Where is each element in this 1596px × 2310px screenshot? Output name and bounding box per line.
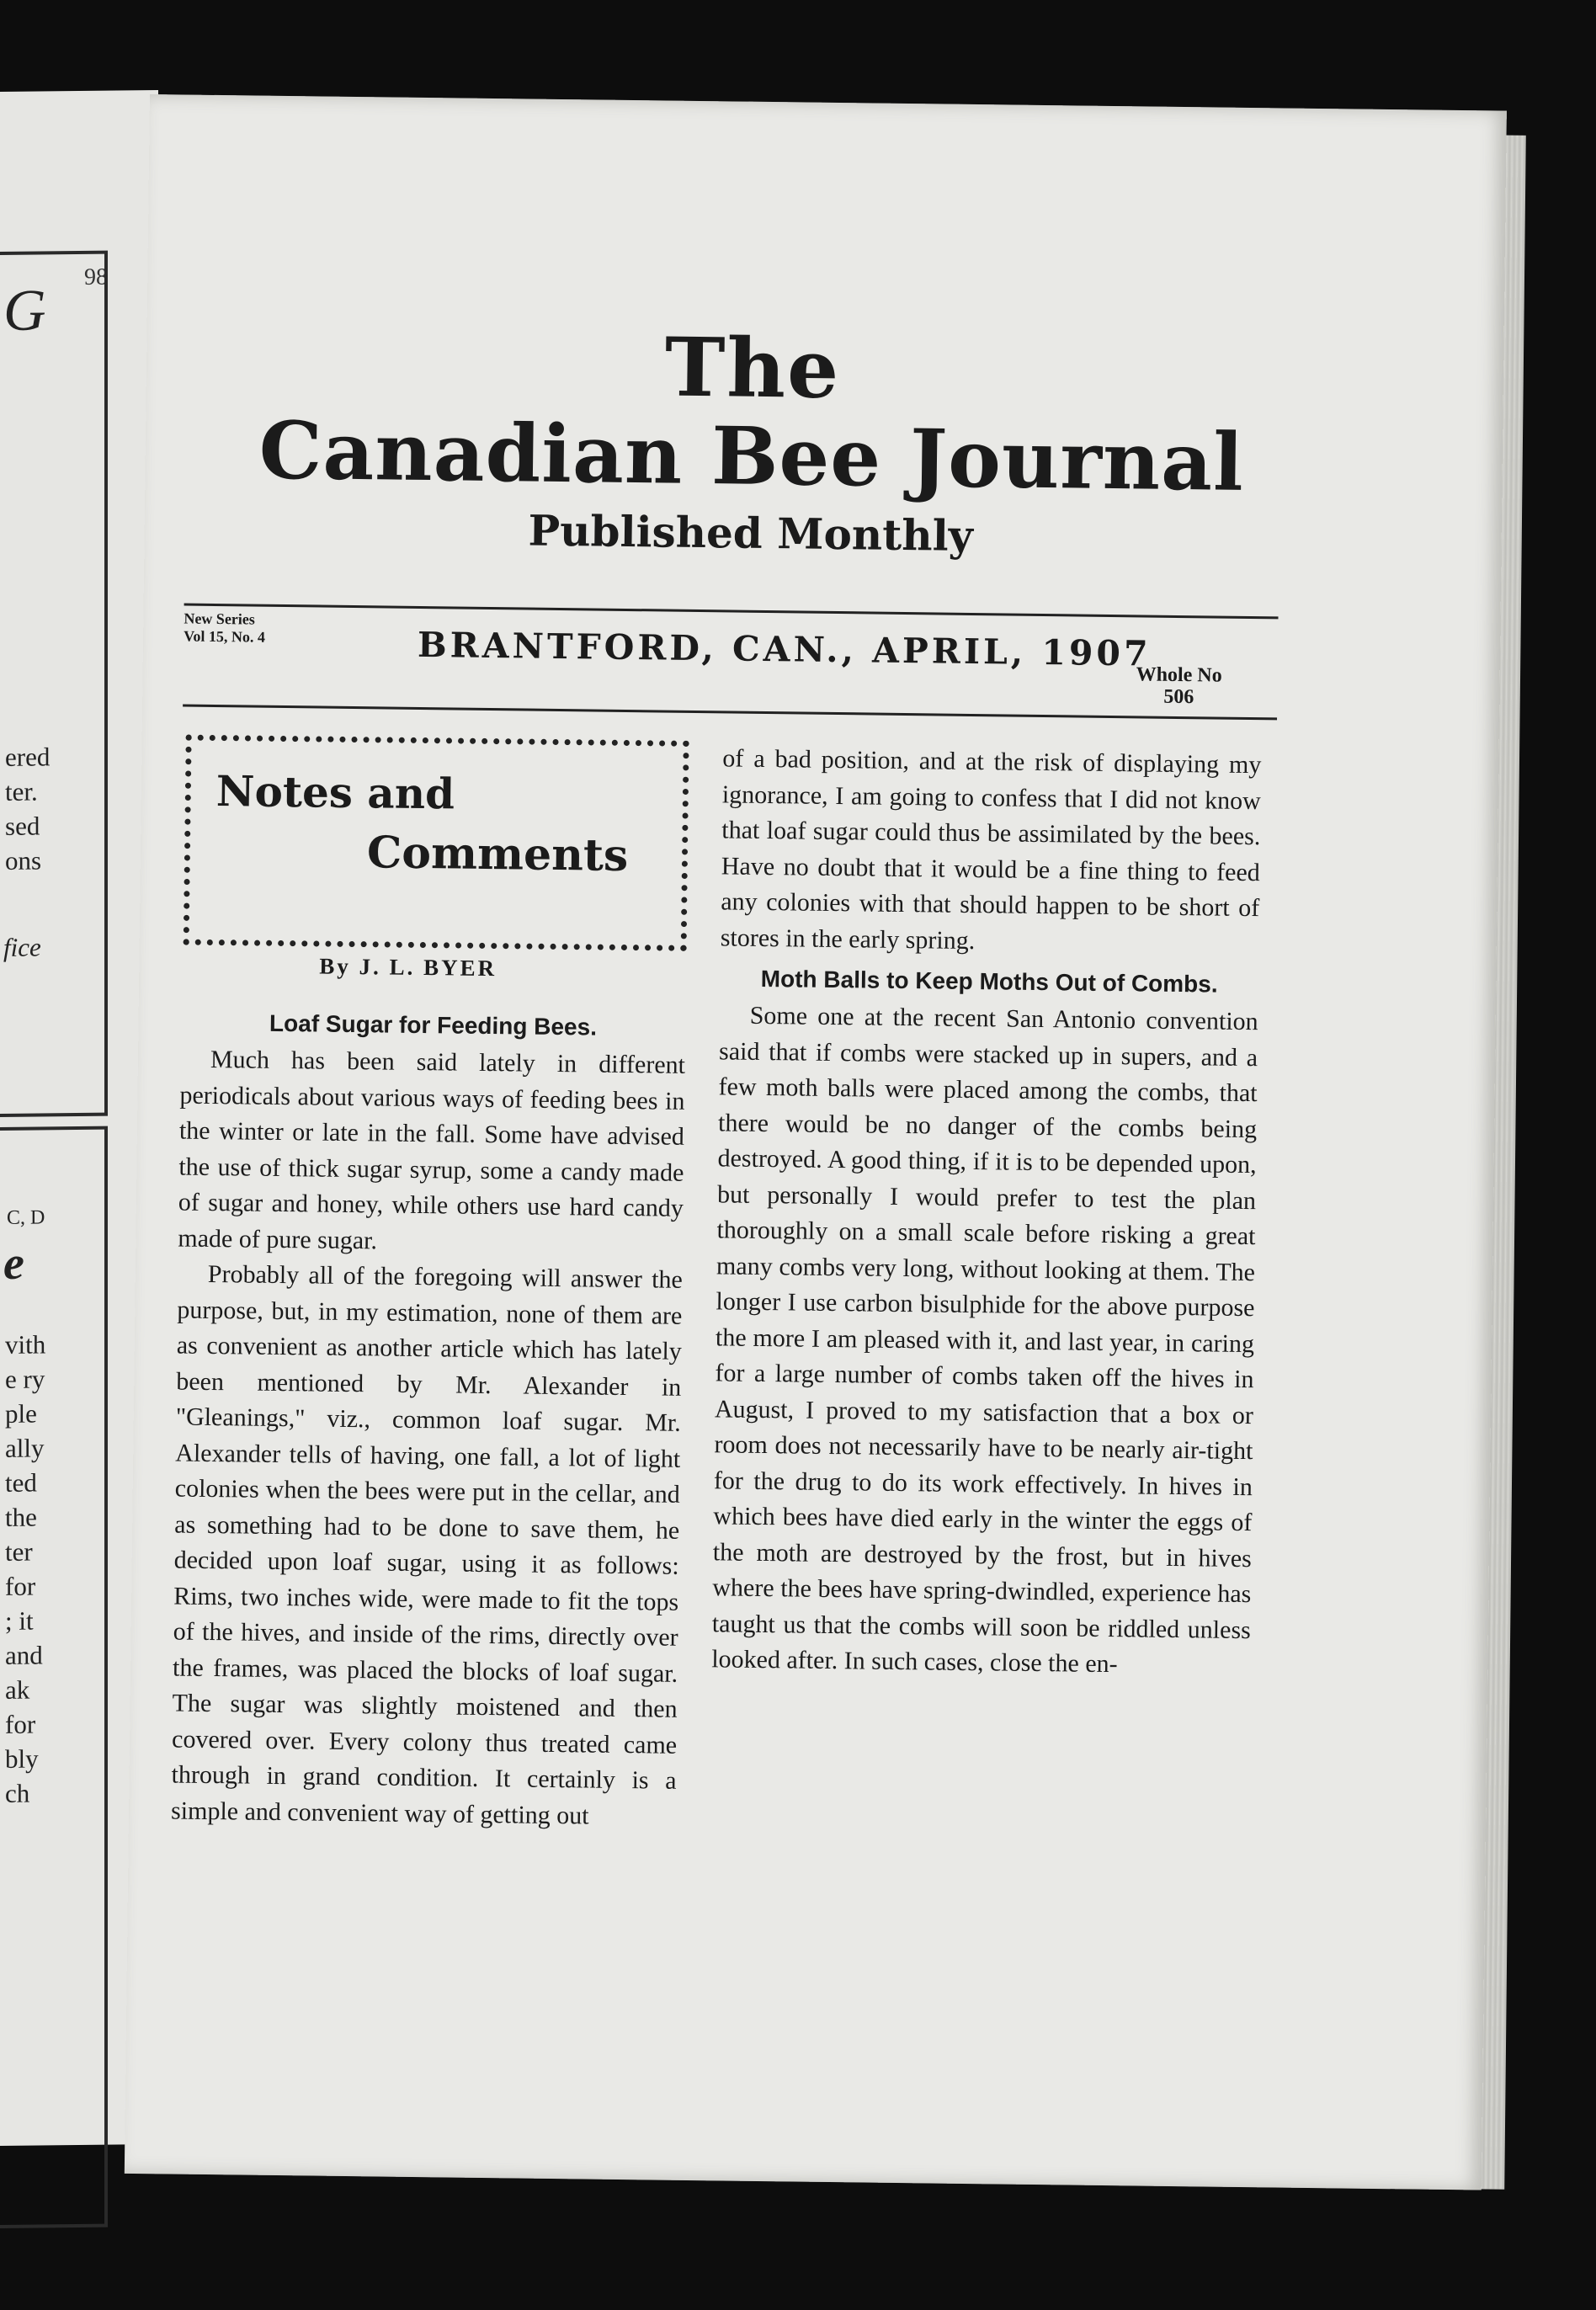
article-paragraph: Much has been said lately in different periodicals about various ways of feeding bees in the winter or late in the fall. Some have advised the use of thick sugar syrup, some a candy made of sugar and honey, while others use hard candy made of pure sugar. <box>178 1045 686 1254</box>
left-ad-box-top <box>0 251 108 1118</box>
article-paragraph: of a bad position, and at the risk of displaying my ignorance, I am going to confess that I did not know that loaf sugar could thus be assimilated by the bees. Have no doubt that it would be a fine thing to feed any colonies with that should happen to be short of stores in the early spring. <box>720 744 1262 955</box>
left-fragment-e: e <box>3 1237 24 1290</box>
left-fragment-office: fice <box>3 932 41 962</box>
masthead <box>178 313 1325 565</box>
section-title-line2: Comments <box>366 827 629 882</box>
left-fragment-column: vith e ry ple ally ted the ter for ; it and ak for bly ch <box>5 1329 46 1808</box>
section-title-line1: Notes and <box>215 766 455 819</box>
journal-subtitle: Published Monthly <box>528 505 974 561</box>
article-heading-loaf-sugar: Loaf Sugar for Feeding Bees. <box>269 1009 598 1041</box>
byline: By J. L. BYER <box>319 953 497 982</box>
article-paragraph: Some one at the recent San Antonio convention said that if combs were stacked up in supers, and a few moth balls were placed among the combs, that there would be no danger of the combs being destroyed. A good thing, if it is to be depended upon, but personally I would prefer to test the plan thoroughly on a small scale before risking a great many combs very long, without looking at them. The longer I use carbon bisulphide for the above purpose the more I am pleased with it, and last year, in caring for a large number of combs taken off the hives in August, I proved to my satisfaction that a box or room does not necessarily have to be nearly air-tight for the drug to do its work effectively. In hives in which bees have died early in the winter the eggs of the moth are destroyed by the frost, but in hives where the bees have spring-dwindled, experience has taught us that the combs will soon be riddled unless looked after. In such cases, close the en- <box>711 1001 1258 1679</box>
left-fragment-cd: C, D <box>7 1206 45 1229</box>
article-heading-moth-balls: Moth Balls to Keep Moths Out of Combs. <box>760 965 1218 998</box>
left-fragment-g: G <box>3 278 46 343</box>
page-number: 98 <box>84 263 108 290</box>
issue-dateline: BRANTFORD, CAN., APRIL, 1907 <box>417 624 1152 674</box>
left-fragment: ered ter. sed ons <box>5 742 51 876</box>
journal-title: Canadian Bee Journal <box>258 404 1245 509</box>
right-page <box>125 94 1507 2190</box>
section-title-box <box>184 735 689 951</box>
masthead-rule-top <box>184 604 1279 620</box>
column-right <box>711 741 1262 1684</box>
masthead-the: The <box>664 319 841 418</box>
masthead-rule-bottom <box>183 705 1277 721</box>
series-info: New Series Vol 15, No. 4 <box>184 609 266 646</box>
whole-number: Whole No 506 <box>1136 663 1222 709</box>
article-paragraph: Probably all of the foregoing will answer the purpose, but, in my estimation, none of them are as convenient as another article which has lately been mentioned by Mr. Alexander in "Gleanings," viz., common loaf sugar. Mr. Alexander tells of having, one fall, a lot of light colonies when the bees were put in the cellar, and as something had to be done to save them, he decided upon loaf sugar, using it as follows: Rims, two inches wide, were made to fit the tops of the hives, and inside of the rims, directly over the frames, was placed the blocks of loaf sugar. The sugar was slightly moistened and then covered over. Every colony thus treated came through in grand condition. It certainly is a simple and convenient way of getting out <box>170 1259 684 1830</box>
column-left <box>171 1000 686 1835</box>
